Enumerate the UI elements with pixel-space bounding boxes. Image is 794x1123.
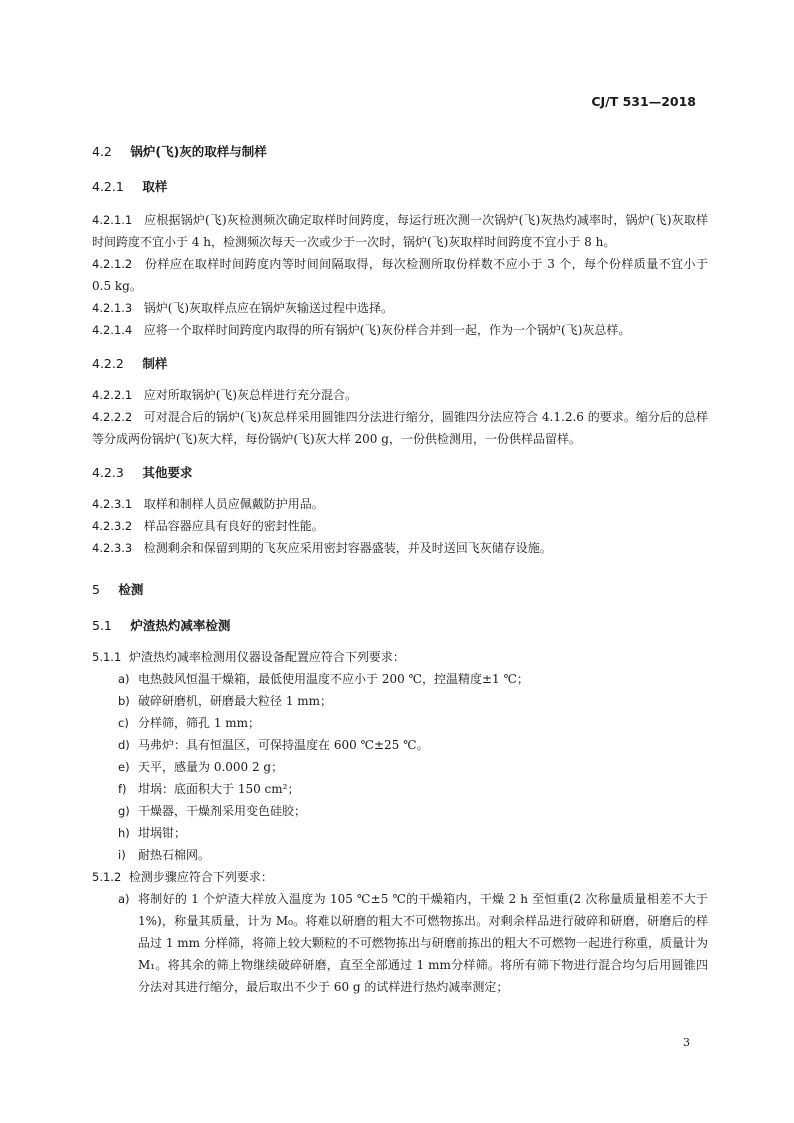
section-heading-4-2-3 — [92, 463, 708, 481]
page-number: 3 — [683, 1036, 690, 1049]
equipment-list — [92, 668, 708, 866]
chapter-heading-5 — [92, 580, 708, 598]
clause-5-1-2 — [92, 866, 708, 888]
list-text: 干燥器，干燥剂采用变色硅胶； — [138, 804, 307, 818]
section-title: 炉渣热灼减率检测 — [130, 618, 231, 633]
list-item — [92, 690, 708, 712]
list-label: h) — [118, 826, 130, 840]
section-heading-4-2 — [92, 142, 708, 160]
list-label: d) — [118, 738, 130, 752]
clause-number: 4.2.1.1 — [92, 213, 133, 227]
list-item — [92, 756, 708, 778]
clause-text: 应将一个取样时间跨度内取得的所有锅炉(飞)灰份样合并到一起，作为一个锅炉(飞)灰总样。 — [143, 323, 631, 337]
section-number: 5 — [92, 582, 100, 597]
clause-number: 5.1.2 — [92, 870, 122, 884]
clause-text: 取样和制样人员应佩戴防护用品。 — [143, 497, 324, 511]
list-item — [92, 888, 708, 998]
section-heading-4-2-2 — [92, 354, 708, 372]
clause-4-2-2-2 — [92, 406, 708, 450]
section-title: 锅炉(飞)灰的取样与制样 — [130, 144, 267, 159]
clause-text: 样品容器应具有良好的密封性能。 — [143, 519, 324, 533]
clause-number: 4.2.3.2 — [92, 519, 133, 533]
list-text: 分样筛，筛孔 1 mm； — [138, 716, 261, 730]
page-content — [92, 140, 708, 998]
clause-4-2-2-1 — [92, 384, 708, 406]
list-label: e) — [118, 760, 130, 774]
clause-text: 炉渣热灼减率检测用仪器设备配置应符合下列要求： — [128, 650, 405, 664]
clause-text: 应对所取锅炉(飞)灰总样进行充分混合。 — [143, 388, 358, 402]
clause-number: 4.2.3.3 — [92, 541, 133, 555]
section-title: 其他要求 — [142, 465, 193, 480]
clause-5-1-1 — [92, 646, 708, 668]
list-item — [92, 844, 708, 866]
list-label: a) — [118, 892, 130, 906]
section-title: 制样 — [142, 356, 168, 371]
document-code-header: CJ/T 531—2018 — [591, 94, 696, 109]
section-title: 检测 — [118, 582, 144, 597]
list-item — [92, 712, 708, 734]
section-title: 取样 — [142, 179, 168, 194]
clause-text: 锅炉(飞)灰取样点应在锅炉灰输送过程中选择。 — [143, 301, 394, 315]
clause-number: 4.2.1.3 — [92, 301, 133, 315]
clause-4-2-1-1 — [92, 209, 708, 253]
clause-number: 4.2.1.2 — [92, 257, 133, 271]
list-text: 电热鼓风恒温干燥箱，最低使用温度不应小于 200 ℃，控温精度±1 ℃； — [138, 672, 529, 686]
clause-4-2-3-2 — [92, 515, 708, 537]
section-number: 4.2.2 — [92, 356, 124, 371]
clause-4-2-3-3 — [92, 537, 708, 559]
section-number: 5.1 — [92, 618, 112, 633]
clause-4-2-3-1 — [92, 493, 708, 515]
list-label: b) — [118, 694, 130, 708]
list-text: 耐热石棉网。 — [138, 848, 211, 862]
list-label: i) — [118, 848, 126, 862]
clause-number: 5.1.1 — [92, 650, 122, 664]
clause-number: 4.2.1.4 — [92, 323, 133, 337]
clause-4-2-1-2 — [92, 253, 708, 297]
list-item — [92, 778, 708, 800]
section-number: 4.2 — [92, 144, 112, 159]
list-label: f) — [118, 782, 127, 796]
list-item — [92, 668, 708, 690]
clause-text: 应根据锅炉(飞)灰检测频次确定取样时间跨度，每运行班次测一次锅炉(飞)灰热灼减率时，锅炉(飞)灰取样时间跨度不宜小于 4 h，检测频次每天一次或少于一次时，锅炉(飞)灰取样时间跨度不宜小于 8 h。 — [92, 213, 708, 249]
list-label: c) — [118, 716, 129, 730]
clause-text: 份样应在取样时间跨度内等时间间隔取得，每次检测所取份样数不应小于 3 个，每个份样质量不宜小于 0.5 kg。 — [92, 257, 708, 293]
list-text: 将制好的 1 个炉渣大样放入温度为 105 ℃±5 ℃的干燥箱内，干燥 2 h 至恒重(2 次称量质量相差不大于 1%)，称量其质量，计为 M₀。将难以研磨的粗大不可燃物拣出。对剩余样品进行破碎和研磨，研磨后的样品过 1 mm 分样筛，将筛上较大颗粒的不可燃物拣出与研磨前拣出的粗大不可燃物一起进行称重，质量计为 M₁。将其余的筛上物继续破碎研磨，直至全部通过 1 mm分样筛。将所有筛下物进行混合均匀后用圆锥四分法对其进行缩分，最后取出不少于 60 g 的试样进行热灼减率测定； — [138, 892, 708, 994]
list-text: 破碎研磨机，研磨最大粒径 1 mm； — [138, 694, 333, 708]
list-text: 马弗炉：具有恒温区，可保持温度在 600 ℃±25 ℃。 — [138, 738, 429, 752]
list-item — [92, 800, 708, 822]
clause-number: 4.2.2.1 — [92, 388, 133, 402]
clause-text: 检测剩余和保留到期的飞灰应采用密封容器盛装，并及时送回飞灰储存设施。 — [143, 541, 552, 555]
clause-text: 可对混合后的锅炉(飞)灰总样采用圆锥四分法进行缩分，圆锥四分法应符合 4.1.2.6 的要求。缩分后的总样等分成两份锅炉(飞)灰大样，每份锅炉(飞)灰大样 200 g，一份供检测用，一份供样品留样。 — [92, 410, 708, 446]
list-item — [92, 734, 708, 756]
section-heading-4-2-1 — [92, 177, 708, 195]
list-label: a) — [118, 672, 130, 686]
section-number: 4.2.1 — [92, 179, 124, 194]
list-item — [92, 822, 708, 844]
clause-4-2-1-4 — [92, 319, 708, 341]
list-text: 坩埚：底面积大于 150 cm²； — [138, 782, 300, 796]
list-label: g) — [118, 804, 130, 818]
clause-number: 4.2.2.2 — [92, 410, 133, 424]
clause-4-2-1-3 — [92, 297, 708, 319]
list-text: 天平，感量为 0.000 2 g； — [138, 760, 284, 774]
procedure-list — [92, 888, 708, 998]
clause-text: 检测步骤应符合下列要求： — [128, 870, 273, 884]
clause-number: 4.2.3.1 — [92, 497, 133, 511]
list-text: 坩埚钳； — [138, 826, 187, 840]
section-number: 4.2.3 — [92, 465, 124, 480]
section-heading-5-1 — [92, 616, 708, 634]
